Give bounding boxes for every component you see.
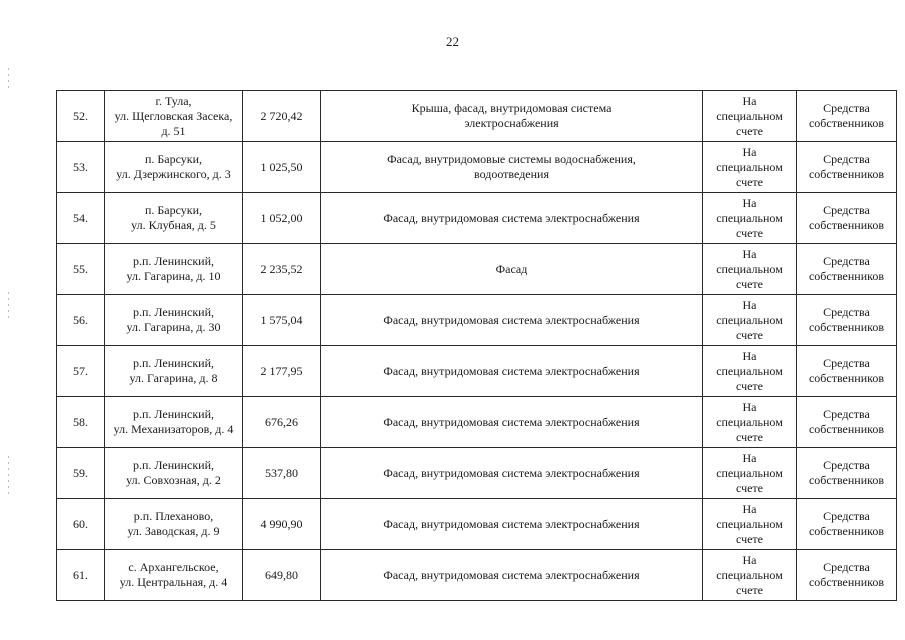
row-number-cell bbox=[57, 142, 105, 193]
funding-source-cell bbox=[797, 550, 897, 601]
works-line: водоотведения bbox=[474, 167, 549, 181]
account-line: счете bbox=[735, 480, 764, 495]
account-line: На bbox=[742, 93, 757, 108]
account-line: На bbox=[742, 501, 757, 516]
cost-cell bbox=[243, 397, 321, 448]
account-line: На bbox=[742, 144, 757, 159]
works-cell bbox=[321, 448, 703, 499]
table-row bbox=[57, 499, 897, 550]
row-number: 59. bbox=[73, 465, 88, 480]
address-street: ул. Гагарина, д. 30 bbox=[126, 320, 221, 334]
address-cell bbox=[105, 193, 243, 244]
address-street: ул. Щегловская Засека, bbox=[114, 108, 233, 123]
account-line: счете bbox=[735, 531, 764, 546]
account-line: специальном bbox=[716, 159, 783, 174]
works-cell bbox=[321, 244, 703, 295]
funding-source-line: собственников bbox=[808, 116, 885, 130]
address-cell bbox=[105, 499, 243, 550]
funding-source-line: Средства bbox=[823, 356, 870, 370]
address-settlement: с. Архангельское, bbox=[128, 560, 219, 574]
works-line: Фасад, внутридомовая система электроснабжения bbox=[383, 414, 640, 429]
funding-source-line: Средства bbox=[823, 254, 870, 268]
cost-value: 2 720,42 bbox=[260, 108, 303, 123]
account-line: счете bbox=[735, 378, 764, 393]
account-line: На bbox=[742, 399, 757, 414]
account-line: счете bbox=[735, 582, 764, 597]
row-number: 60. bbox=[73, 516, 88, 531]
address-settlement: р.п. Ленинский, bbox=[132, 254, 215, 268]
address-street: ул. Гагарина, д. 10 bbox=[126, 269, 221, 283]
cost-cell bbox=[243, 550, 321, 601]
address-cell bbox=[105, 244, 243, 295]
account-line: специальном bbox=[716, 516, 783, 531]
table-row bbox=[57, 346, 897, 397]
address-street: ул. Дзержинского, д. 3 bbox=[116, 167, 231, 181]
cost-cell bbox=[243, 448, 321, 499]
funding-source-line: Средства bbox=[823, 509, 870, 523]
cost-value: 4 990,90 bbox=[260, 516, 303, 531]
works-line: Крыша, фасад, внутридомовая система bbox=[411, 101, 612, 115]
table-row bbox=[57, 142, 897, 193]
funding-source-cell bbox=[797, 244, 897, 295]
table-row bbox=[57, 448, 897, 499]
row-number-cell bbox=[57, 91, 105, 142]
address-settlement: р.п. Ленинский, bbox=[132, 458, 215, 472]
funding-source-cell bbox=[797, 346, 897, 397]
address-settlement: г. Тула, bbox=[155, 93, 192, 108]
row-number-cell bbox=[57, 550, 105, 601]
works-cell bbox=[321, 346, 703, 397]
cost-cell bbox=[243, 91, 321, 142]
works-cell bbox=[321, 142, 703, 193]
account-line: На bbox=[742, 552, 757, 567]
address-settlement: п. Барсуки, bbox=[144, 152, 203, 166]
account-cell bbox=[703, 91, 797, 142]
address-settlement: р.п. Ленинский, bbox=[132, 356, 215, 370]
account-line: счете bbox=[735, 429, 764, 444]
funding-source-cell bbox=[797, 397, 897, 448]
account-cell bbox=[703, 244, 797, 295]
funding-source-cell bbox=[797, 448, 897, 499]
row-number: 57. bbox=[73, 363, 88, 378]
funding-source-line: собственников bbox=[808, 167, 885, 181]
address-settlement: р.п. Плеханово, bbox=[133, 509, 214, 523]
table-row bbox=[57, 295, 897, 346]
funding-source-line: Средства bbox=[823, 305, 870, 319]
row-number: 55. bbox=[73, 261, 88, 276]
address-settlement: р.п. Ленинский, bbox=[132, 407, 215, 421]
row-number-cell bbox=[57, 448, 105, 499]
row-number: 58. bbox=[73, 414, 88, 429]
account-line: специальном bbox=[716, 108, 783, 123]
works-line: Фасад, внутридомовая система электроснабжения bbox=[383, 567, 640, 582]
address-street: ул. Совхозная, д. 2 bbox=[126, 473, 221, 487]
address-cell bbox=[105, 295, 243, 346]
cost-value: 2 235,52 bbox=[260, 261, 303, 276]
cost-value: 676,26 bbox=[265, 414, 298, 429]
table-row bbox=[57, 193, 897, 244]
cost-value: 1 575,04 bbox=[260, 312, 303, 327]
address-street: ул. Центральная, д. 4 bbox=[119, 575, 228, 589]
scan-artifact-top bbox=[8, 68, 9, 90]
works-line: Фасад, внутридомовая система электроснабжения bbox=[383, 363, 640, 378]
row-number-cell bbox=[57, 244, 105, 295]
account-cell bbox=[703, 142, 797, 193]
row-number-cell bbox=[57, 295, 105, 346]
account-line: специальном bbox=[716, 261, 783, 276]
funding-source-cell bbox=[797, 295, 897, 346]
address-house: д. 51 bbox=[161, 123, 186, 138]
account-line: На bbox=[742, 348, 757, 363]
works-cell bbox=[321, 499, 703, 550]
account-cell bbox=[703, 193, 797, 244]
funding-source-cell bbox=[797, 193, 897, 244]
row-number-cell bbox=[57, 499, 105, 550]
account-line: счете bbox=[735, 276, 764, 291]
works-line: Фасад, внутридомовые системы водоснабжения, bbox=[387, 152, 636, 166]
cost-cell bbox=[243, 244, 321, 295]
account-line: специальном bbox=[716, 210, 783, 225]
account-line: специальном bbox=[716, 414, 783, 429]
funding-source-line: Средства bbox=[823, 152, 870, 166]
funding-source-cell bbox=[797, 91, 897, 142]
funding-source-line: собственников bbox=[808, 218, 885, 232]
cost-cell bbox=[243, 193, 321, 244]
account-line: На bbox=[742, 450, 757, 465]
scan-artifact-middle bbox=[8, 292, 9, 320]
works-cell bbox=[321, 397, 703, 448]
address-cell bbox=[105, 346, 243, 397]
cost-cell bbox=[243, 346, 321, 397]
account-line: На bbox=[742, 297, 757, 312]
funding-source-cell bbox=[797, 499, 897, 550]
address-street: ул. Гагарина, д. 8 bbox=[129, 371, 218, 385]
funding-source-line: Средства bbox=[823, 560, 870, 574]
table-row bbox=[57, 244, 897, 295]
account-line: На bbox=[742, 246, 757, 261]
row-number: 52. bbox=[73, 108, 88, 123]
account-cell bbox=[703, 499, 797, 550]
address-settlement: р.п. Ленинский, bbox=[132, 305, 215, 319]
works-cell bbox=[321, 295, 703, 346]
table-row bbox=[57, 397, 897, 448]
row-number-cell bbox=[57, 193, 105, 244]
account-line: На bbox=[742, 195, 757, 210]
row-number: 53. bbox=[73, 159, 88, 174]
funding-source-line: собственников bbox=[808, 371, 885, 385]
address-street: ул. Клубная, д. 5 bbox=[131, 218, 216, 232]
row-number-cell bbox=[57, 346, 105, 397]
funding-source-line: собственников bbox=[808, 473, 885, 487]
funding-source-line: Средства bbox=[823, 101, 870, 115]
funding-source-cell bbox=[797, 142, 897, 193]
account-line: специальном bbox=[716, 312, 783, 327]
account-line: специальном bbox=[716, 465, 783, 480]
scan-artifact-bottom bbox=[8, 456, 9, 496]
address-cell bbox=[105, 550, 243, 601]
works-line: Фасад bbox=[495, 261, 528, 276]
address-settlement: п. Барсуки, bbox=[144, 203, 203, 217]
account-line: счете bbox=[735, 327, 764, 342]
account-line: счете bbox=[735, 225, 764, 240]
address-street: ул. Механизаторов, д. 4 bbox=[113, 422, 234, 436]
row-number-cell bbox=[57, 397, 105, 448]
account-cell bbox=[703, 550, 797, 601]
account-cell bbox=[703, 448, 797, 499]
account-cell bbox=[703, 397, 797, 448]
funding-source-line: собственников bbox=[808, 320, 885, 334]
works-line: Фасад, внутридомовая система электроснабжения bbox=[383, 465, 640, 480]
works-cell bbox=[321, 550, 703, 601]
table-row bbox=[57, 91, 897, 142]
row-number: 61. bbox=[73, 567, 88, 582]
account-line: счете bbox=[735, 174, 764, 189]
works-line: Фасад, внутридомовая система электроснабжения bbox=[383, 312, 640, 327]
account-line: специальном bbox=[716, 363, 783, 378]
address-cell bbox=[105, 397, 243, 448]
cost-value: 649,80 bbox=[265, 567, 298, 582]
works-line: Фасад, внутридомовая система электроснабжения bbox=[383, 210, 640, 225]
cost-value: 1 025,50 bbox=[260, 159, 303, 174]
account-line: специальном bbox=[716, 567, 783, 582]
address-street: ул. Заводская, д. 9 bbox=[127, 524, 220, 538]
cost-value: 2 177,95 bbox=[260, 363, 303, 378]
funding-source-line: собственников bbox=[808, 422, 885, 436]
page-number: 22 bbox=[446, 34, 459, 49]
address-cell bbox=[105, 448, 243, 499]
funding-source-line: собственников bbox=[808, 269, 885, 283]
cost-cell bbox=[243, 295, 321, 346]
cost-cell bbox=[243, 142, 321, 193]
works-line: Фасад, внутридомовая система электроснабжения bbox=[383, 516, 640, 531]
works-cell bbox=[321, 193, 703, 244]
address-cell bbox=[105, 91, 243, 142]
funding-source-line: Средства bbox=[823, 407, 870, 421]
repair-registry-table bbox=[56, 90, 897, 601]
funding-source-line: собственников bbox=[808, 575, 885, 589]
address-cell bbox=[105, 142, 243, 193]
funding-source-line: собственников bbox=[808, 524, 885, 538]
account-cell bbox=[703, 295, 797, 346]
funding-source-line: Средства bbox=[823, 458, 870, 472]
cost-value: 537,80 bbox=[265, 465, 298, 480]
row-number: 54. bbox=[73, 210, 88, 225]
table-row bbox=[57, 550, 897, 601]
works-line: электроснабжения bbox=[464, 116, 559, 130]
account-line: счете bbox=[735, 123, 764, 138]
account-cell bbox=[703, 346, 797, 397]
cost-cell bbox=[243, 499, 321, 550]
funding-source-line: Средства bbox=[823, 203, 870, 217]
row-number: 56. bbox=[73, 312, 88, 327]
cost-value: 1 052,00 bbox=[260, 210, 303, 225]
works-cell bbox=[321, 91, 703, 142]
